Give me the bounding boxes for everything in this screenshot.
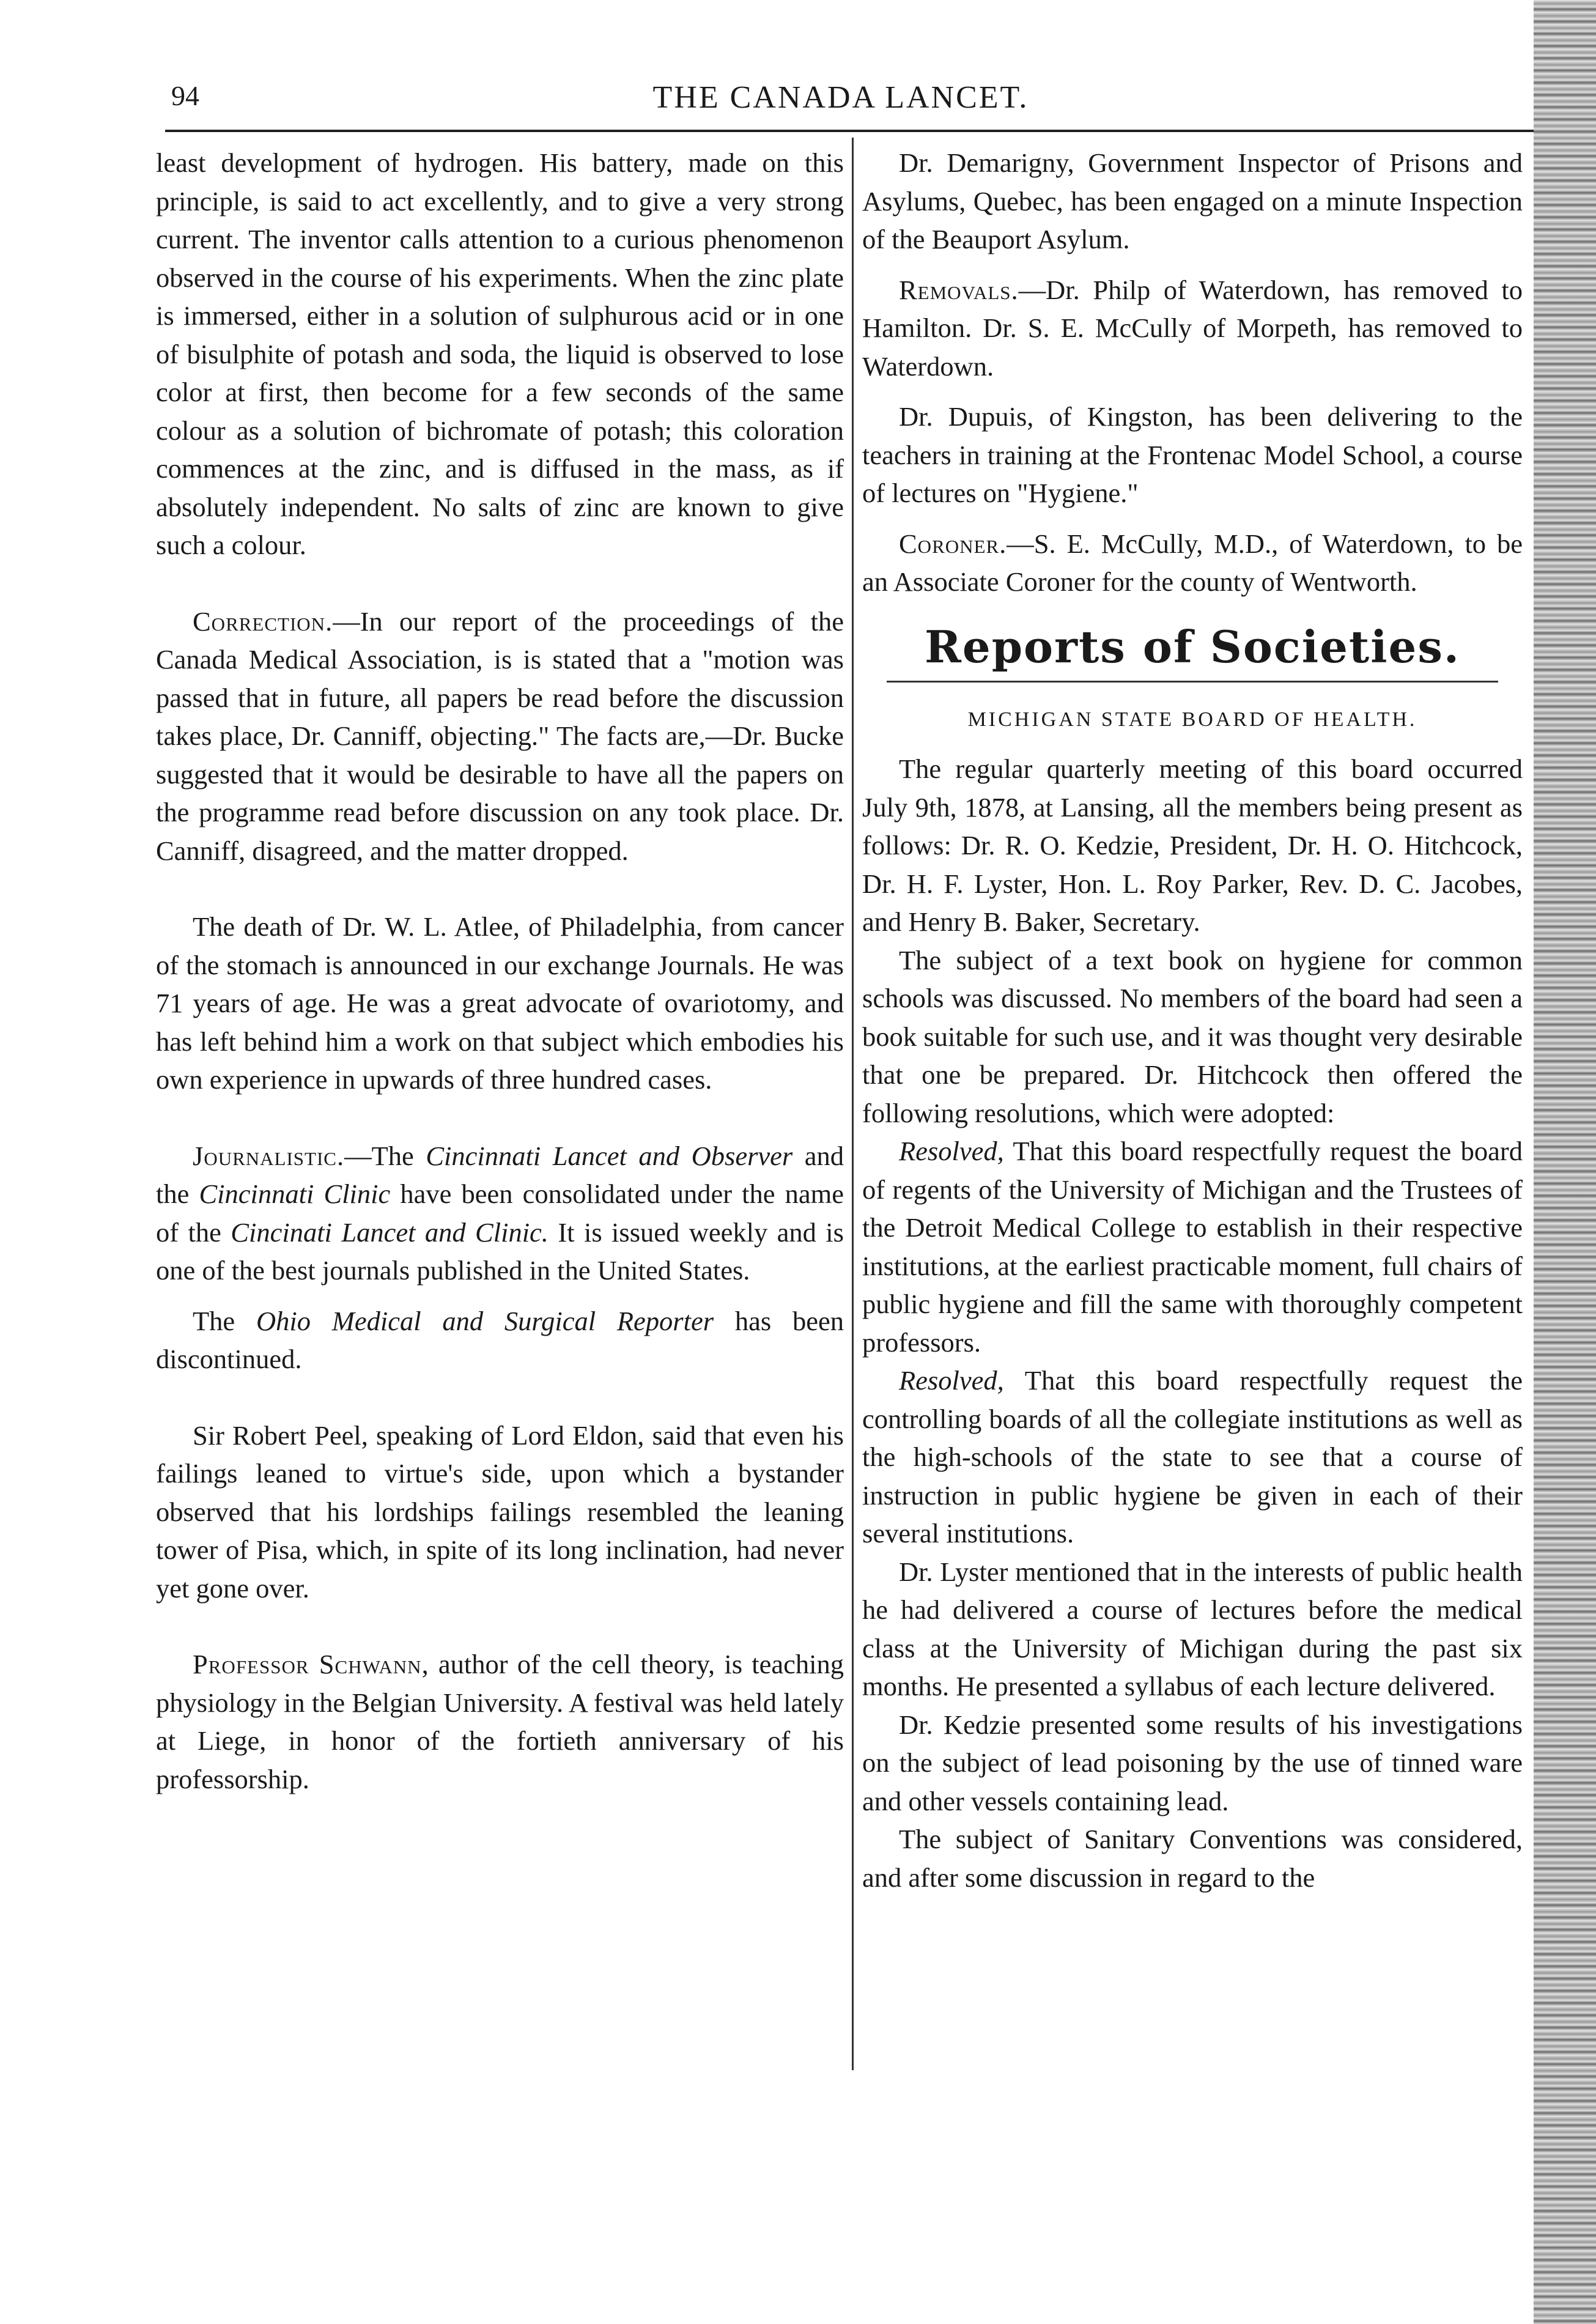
resolution-2-text: That this board respectfully request the controlling boards of all the collegiate institutions as well as the high-schools of the state to see that a course of instruction in public hygiene be given in each of their several institutions. [862, 1365, 1523, 1549]
correction-paragraph [156, 602, 844, 870]
schwann-lead: Professor Schwann, [193, 1649, 429, 1679]
resolution-1-text: That this board respectfully request the board of regents of the University of Michigan and the Trustees of the Detroit Medical College to establish in their respective institutions, at the earliest practicable moment, full chairs of public hygiene and fill the same with thoroughly competent professors. [862, 1136, 1523, 1358]
kedzie-paragraph: Dr. Kedzie presented some results of his investigations on the subject of lead poisoning by the use of tinned ware and other vessels containing lead. [862, 1709, 1523, 1816]
journalistic-lead: Journalistic. [193, 1140, 345, 1171]
journal-title-lancet-observer: Cincinnati Lancet and Observer [426, 1140, 793, 1171]
journalistic-text-b: and the [156, 1140, 844, 1209]
running-title: THE CANADA LANCET. [652, 80, 1029, 115]
journal-title-ohio: Ohio Medical and Surgical Reporter [256, 1305, 714, 1336]
page-edge-scan-artifact [1534, 0, 1596, 2324]
battery-paragraph: least development of hydrogen. His battery, made on this principle, is said to act excellently, and to give a very strong current. The inventor calls attention to a curious phenomenon observed in the course of his experiments. When the zinc plate is immersed, either in a solution of sulphurous acid or in one of bisulphite of potash and soda, the liquid is observed to lose color at first, then become for a few seconds of the same colour as a solution of bichromate of potash; this coloration commences at the zinc, and is diffused in the mass, as if absolutely independent. No salts of zinc are known to give such a colour. [156, 147, 844, 560]
lyster-paragraph: Dr. Lyster mentioned that in the interests of public health he had delivered a course of lectures before the medical class at the University of Michigan during the past six months. He presented a syllabus of each lecture delivered. [862, 1556, 1523, 1701]
coroner-lead: Coroner. [899, 528, 1007, 559]
schwann-paragraph [156, 1645, 844, 1798]
removals-paragraph [862, 271, 1523, 386]
sanitary-paragraph: The subject of Sanitary Conventions was considered, and after some discussion in regard to the [862, 1824, 1523, 1893]
removals-text: —Dr. Philp of Waterdown, has removed to Hamilton. Dr. S. E. McCully of Morpeth, has removed to Waterdown. [862, 274, 1523, 382]
section-rule [887, 681, 1498, 683]
demarigny-paragraph: Dr. Demarigny, Government Inspector of Prisons and Asylums, Quebec, has been engaged on a minute Inspection of the Beauport Asylum. [862, 147, 1523, 254]
resolution-2 [862, 1361, 1523, 1553]
schwann-text: author of the cell theory, is teaching physiology in the Belgian University. A festival was held lately at Liege, in honor of the fortieth anniversary of his professorship. [156, 1649, 844, 1794]
meeting-paragraph: The regular quarterly meeting of this board occurred July 9th, 1878, at Lansing, all the members being present as follows: Dr. R. O. Kedzie, President, Dr. H. O. Hitchcock, Dr. H. F. Lyster, Hon. L. Roy Parker, Rev. D. C. Jacobes, and Henry B. Baker, Secretary. [862, 753, 1523, 937]
page-number: 94 [171, 80, 199, 111]
resolution-2-lead: Resolved, [899, 1365, 1004, 1396]
section-heading: Reports of Societies. [925, 620, 1460, 673]
resolution-1-lead: Resolved, [899, 1136, 1004, 1166]
journalistic-text-d: It is issued weekly and is one of the best journals published in the United States. [156, 1216, 844, 1286]
sub-heading: MICHIGAN STATE BOARD OF HEALTH. [967, 708, 1417, 731]
left-column [156, 144, 844, 1798]
dupuis-paragraph: Dr. Dupuis, of Kingston, has been delivering to the teachers in training at the Frontenac Model School, a course of lectures on "Hygiene." [862, 401, 1523, 508]
coroner-paragraph [862, 525, 1523, 601]
right-column [862, 144, 1523, 1897]
journalistic-text-c: have been consolidated under the name of the [156, 1179, 844, 1248]
textbook-paragraph: The subject of a text book on hygiene for common schools was discussed. No members of the board had seen a book suitable for such use, and it was thought very desirable that one be prepared. Dr. Hitchcock then offered the following resolutions, which were adopted: [862, 944, 1523, 1128]
journalistic-paragraph [156, 1137, 844, 1290]
ohio-paragraph [156, 1302, 844, 1378]
ohio-text-a: The [193, 1305, 256, 1336]
removals-lead: Removals. [899, 274, 1019, 305]
header-rule [165, 130, 1535, 132]
column-divider [852, 138, 854, 2070]
journalistic-text-a: —The [344, 1140, 426, 1171]
atlee-paragraph: The death of Dr. W. L. Atlee, of Philadelphia, from cancer of the stomach is announced in our exchange Journals. He was 71 years of age. He was a great advocate of ovariotomy, and has left behind him a work on that subject which embodies his own experience in upwards of three hundred cases. [156, 911, 844, 1095]
correction-text: —In our report of the proceedings of the Canada Medical Association, is is stated that a "motion was passed that in future, all papers be read before the discussion takes place, Dr. Canniff, objecting." The facts are,—Dr. Bucke suggested that it would be desirable to have all the papers on the programme read before discussion on any took place. Dr. Canniff, disagreed, and the matter dropped. [156, 605, 844, 866]
journal-title-lancet-clinic: Cincinati Lancet and Clinic. [231, 1216, 549, 1248]
peel-paragraph: Sir Robert Peel, speaking of Lord Eldon, said that even his failings leaned to virtue's side, upon which a bystander observed that his lordships failings resembled the leaning tower of Pisa, which, in spite of its long inclination, had never yet gone over. [156, 1419, 844, 1604]
page-header [159, 80, 1523, 128]
journal-title-clinic: Cincinnati Clinic [199, 1179, 391, 1209]
resolution-1 [862, 1132, 1523, 1361]
coroner-text: —S. E. McCully, M.D., of Waterdown, to be an Associate Coroner for the county of Wentworth. [862, 528, 1523, 597]
correction-lead: Correction. [193, 605, 333, 637]
ohio-text-b: has been discontinued. [156, 1305, 844, 1374]
